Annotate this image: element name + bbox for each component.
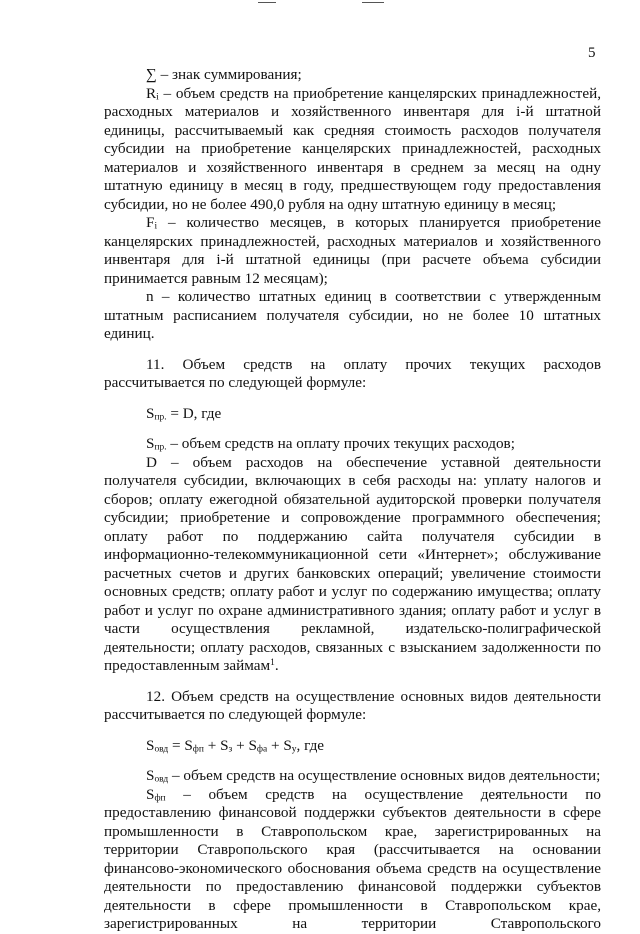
operator: +	[267, 736, 284, 754]
subscript: у	[291, 743, 297, 754]
symbol: S	[220, 736, 229, 754]
subscript: фп	[192, 743, 204, 754]
subscript: фа	[256, 743, 268, 754]
symbol: S	[146, 404, 155, 422]
formula-text: = D, где	[166, 404, 222, 422]
subscript: фп	[154, 792, 166, 803]
subscript: овд	[154, 743, 169, 754]
formula-tail: , где	[296, 736, 325, 754]
definition-text: – объем средств на осуществление деятельности по предоставлению финансовой поддержки субъектов деятельности в сфере промышленности в Ставропольском крае, зарегистрированных на территории Ставропольского края (рассчитывается на основании финансово-экономического обоснования объема средств на осуществление деятельности по предоставлению финансовой поддержки субъектов деятельности в сфере промышленности в Ставропольском крае, зарегистрированных на территории Ставропольского	[104, 785, 601, 932]
definition-text: – объем средств на приобретение канцелярских принадлежностей, расходных материалов и хозяйственного инвентаря для i-й штатной единицы, рассчитываемый как средняя стоимость расходов получателя субсидии на приобретение канцелярских принадлежностей, расходных материалов и хозяйственного инвентаря в среднем за месяц на одну штатную единицу в месяц в году, предшествующем году предоставления субсидии, но не более 490,0 рубля на одну штатную единицу в месяц;	[104, 84, 601, 213]
subscript: пр.	[154, 442, 167, 453]
subscript: i	[154, 221, 158, 232]
definition-text: D – объем расходов на обеспечение уставной деятельности получателя субсидии, включающих в себя расходы на: уплату налогов и сборов; оплату ежегодной обязательной аудиторской проверки получателя субсидии; приобретение и сопровождение программного обеспечения; оплату работ по поддержанию сайта получателя субсидии в информационно-телекоммуникационной сети «Интернет»; обслуживание расчетных счетов и других банковских операций; увеличение стоимости основных средств; оплату работ и услуг по содержанию имущества; оплату работ и услуг по охране административного здания; оплату работ и услуг в части осуществления рекламной, издательско-полиграфической деятельности; оплату расходов, связанных с взысканием задолженности по предоставленным займам	[104, 453, 601, 674]
paragraph-n-definition: n – количество штатных единиц в соответствии с утвержденным штатным расписанием получателя субсидии, но не более 10 штатных единиц.	[104, 288, 601, 342]
paragraph-sum-sign: ∑ – знак суммирования;	[146, 66, 302, 83]
paragraph-sovd-definition	[104, 767, 601, 786]
subscript: з	[228, 743, 233, 754]
paragraph-spr-definition	[104, 435, 601, 454]
paragraph-ri-definition	[104, 85, 601, 215]
header-rule-right	[362, 2, 384, 3]
operator: +	[232, 736, 249, 754]
document-body	[104, 66, 601, 934]
symbol: F	[146, 214, 155, 231]
paragraph-item-11: 11. Объем средств на оплату прочих текущих расходов рассчитывается по следующей формуле:	[104, 355, 601, 391]
page-number: 5	[588, 45, 596, 61]
symbol: S	[283, 736, 292, 754]
symbol: R	[146, 84, 157, 102]
operator: =	[168, 736, 185, 754]
formula-main-activities	[104, 737, 601, 756]
formula-other-expenses	[104, 405, 601, 424]
paragraph-fi-definition	[104, 214, 601, 288]
paragraph-item-12: 12. Объем средств на осуществление основных видов деятельности рассчитывается по следующей формуле:	[104, 687, 601, 723]
paragraph-d-definition	[104, 454, 601, 676]
symbol: S	[146, 435, 155, 452]
subscript: пр.	[154, 411, 167, 422]
definition-text: – количество месяцев, в которых планируется приобретение канцелярских принадлежностей, расходных материалов и хозяйственного инвентаря для i-й штатной единицы (при расчете объема субсидии принимается равным 12 месяцам);	[104, 214, 601, 287]
header-rule-left	[258, 2, 276, 3]
definition-text: – объем средств на осуществление основных видов деятельности;	[168, 767, 601, 784]
subscript: овд	[154, 774, 169, 785]
operator: +	[203, 736, 221, 754]
symbol: S	[146, 736, 155, 754]
symbol: S	[248, 736, 257, 754]
subscript: i	[156, 91, 159, 102]
symbol: S	[184, 736, 193, 754]
symbol: S	[146, 767, 155, 784]
period: .	[274, 657, 279, 674]
symbol: S	[146, 785, 155, 803]
footnote-marker: 1	[270, 657, 275, 668]
paragraph-sfp-definition	[104, 786, 601, 934]
definition-text: – объем средств на оплату прочих текущих расходов;	[166, 435, 515, 452]
